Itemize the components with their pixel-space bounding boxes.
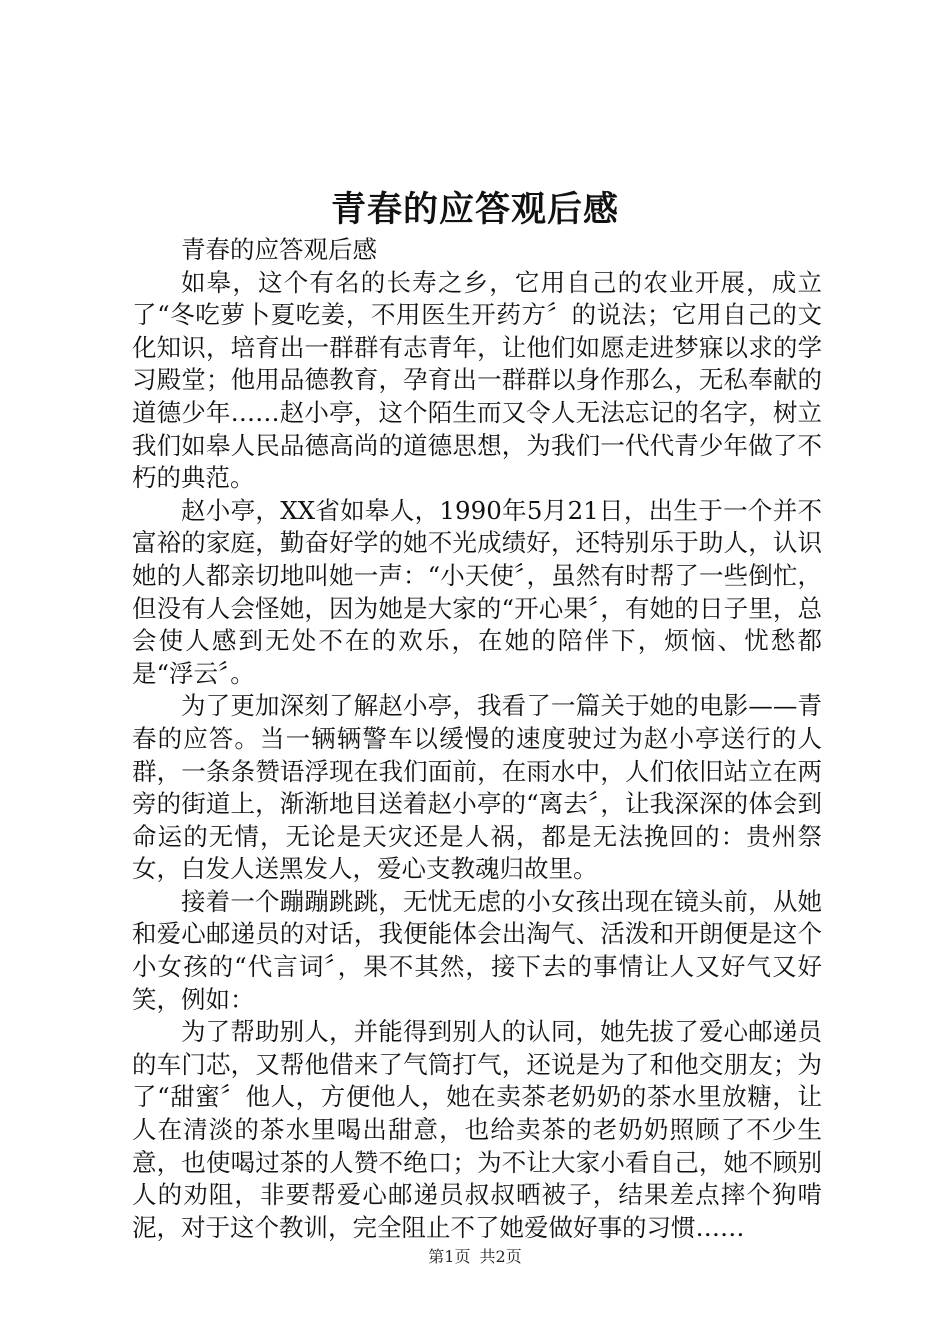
paragraph: 如皋，这个有名的长寿之乡，它用自己的农业开展，成立了“冬吃萝卜夏吃姜，不用医生开药方〞的说法；它用自己的文化知识，培育出一群群有志青年，让他们如愿走进梦寐以求的学习殿堂；他用品德教育，孕育出一群群以身作那么，无私奉献的道德少年……赵小亭，这个陌生而又令人无法忘记的名字，树立我们如皋人民品德高尚的道德思想，为我们一代代青少年做了不朽的典范。 bbox=[132, 267, 822, 493]
page-footer bbox=[0, 1244, 950, 1267]
paragraph: 为了帮助别人，并能得到别人的认同，她先拔了爱心邮递员的车门芯，又帮他借来了气筒打气，还说是为了和他交朋友；为了“甜蜜〞他人，方便他人，她在卖茶老奶奶的茶水里放糖，让人在清淡的茶水里喝出甜意，也给卖茶的老奶奶照顾了不少生意，也使喝过茶的人赞不绝口；为不让大家小看自己，她不顾别人的劝阻，非要帮爱心邮递员叔叔晒被子，结果差点摔个狗啃泥，对于这个教训，完全阻止不了她爱做好事的习惯…… bbox=[132, 1017, 822, 1242]
document-title: 青春的应答观后感 bbox=[330, 189, 619, 230]
document-body bbox=[132, 234, 822, 1244]
page-number: 第1页 bbox=[428, 1247, 471, 1266]
paragraph: 为了更加深刻了解赵小亭，我看了一篇关于她的电影——青春的应答。当一辆辆警车以缓慢的速度驶过为赵小亭送行的人群，一条条赞语浮现在我们面前，在雨水中，人们依旧站立在两旁的街道上，渐渐地目送着赵小亭的“离去〞，让我深深的体会到命运的无情，无论是天灾还是人祸，都是无法挽回的：贵州祭女，白发人送黑发人，爱心支教魂归故里。 bbox=[132, 691, 822, 884]
page-total: 共2页 bbox=[479, 1247, 522, 1266]
paragraph: 赵小亭，XX省如皋人，1990年5月21日，出生于一个并不富裕的家庭，勤奋好学的她不光成绩好，还特别乐于助人，认识她的人都亲切地叫她一声：“小天使〞，虽然有时帮了一些倒忙，但没有人会怪她，因为她是大家的“开心果〞，有她的日子里，总会使人感到无处不在的欢乐，在她的陪伴下，烦恼、忧愁都是“浮云〞。 bbox=[132, 495, 822, 688]
paragraph: 接着一个蹦蹦跳跳，无忧无虑的小女孩出现在镜头前，从她和爱心邮递员的对话，我便能体会出淘气、活泼和开朗便是这个小女孩的“代言词〞，果不其然，接下去的事情让人又好气又好笑，例如： bbox=[132, 886, 822, 1014]
paragraph-subtitle: 青春的应答观后感 bbox=[181, 235, 377, 264]
